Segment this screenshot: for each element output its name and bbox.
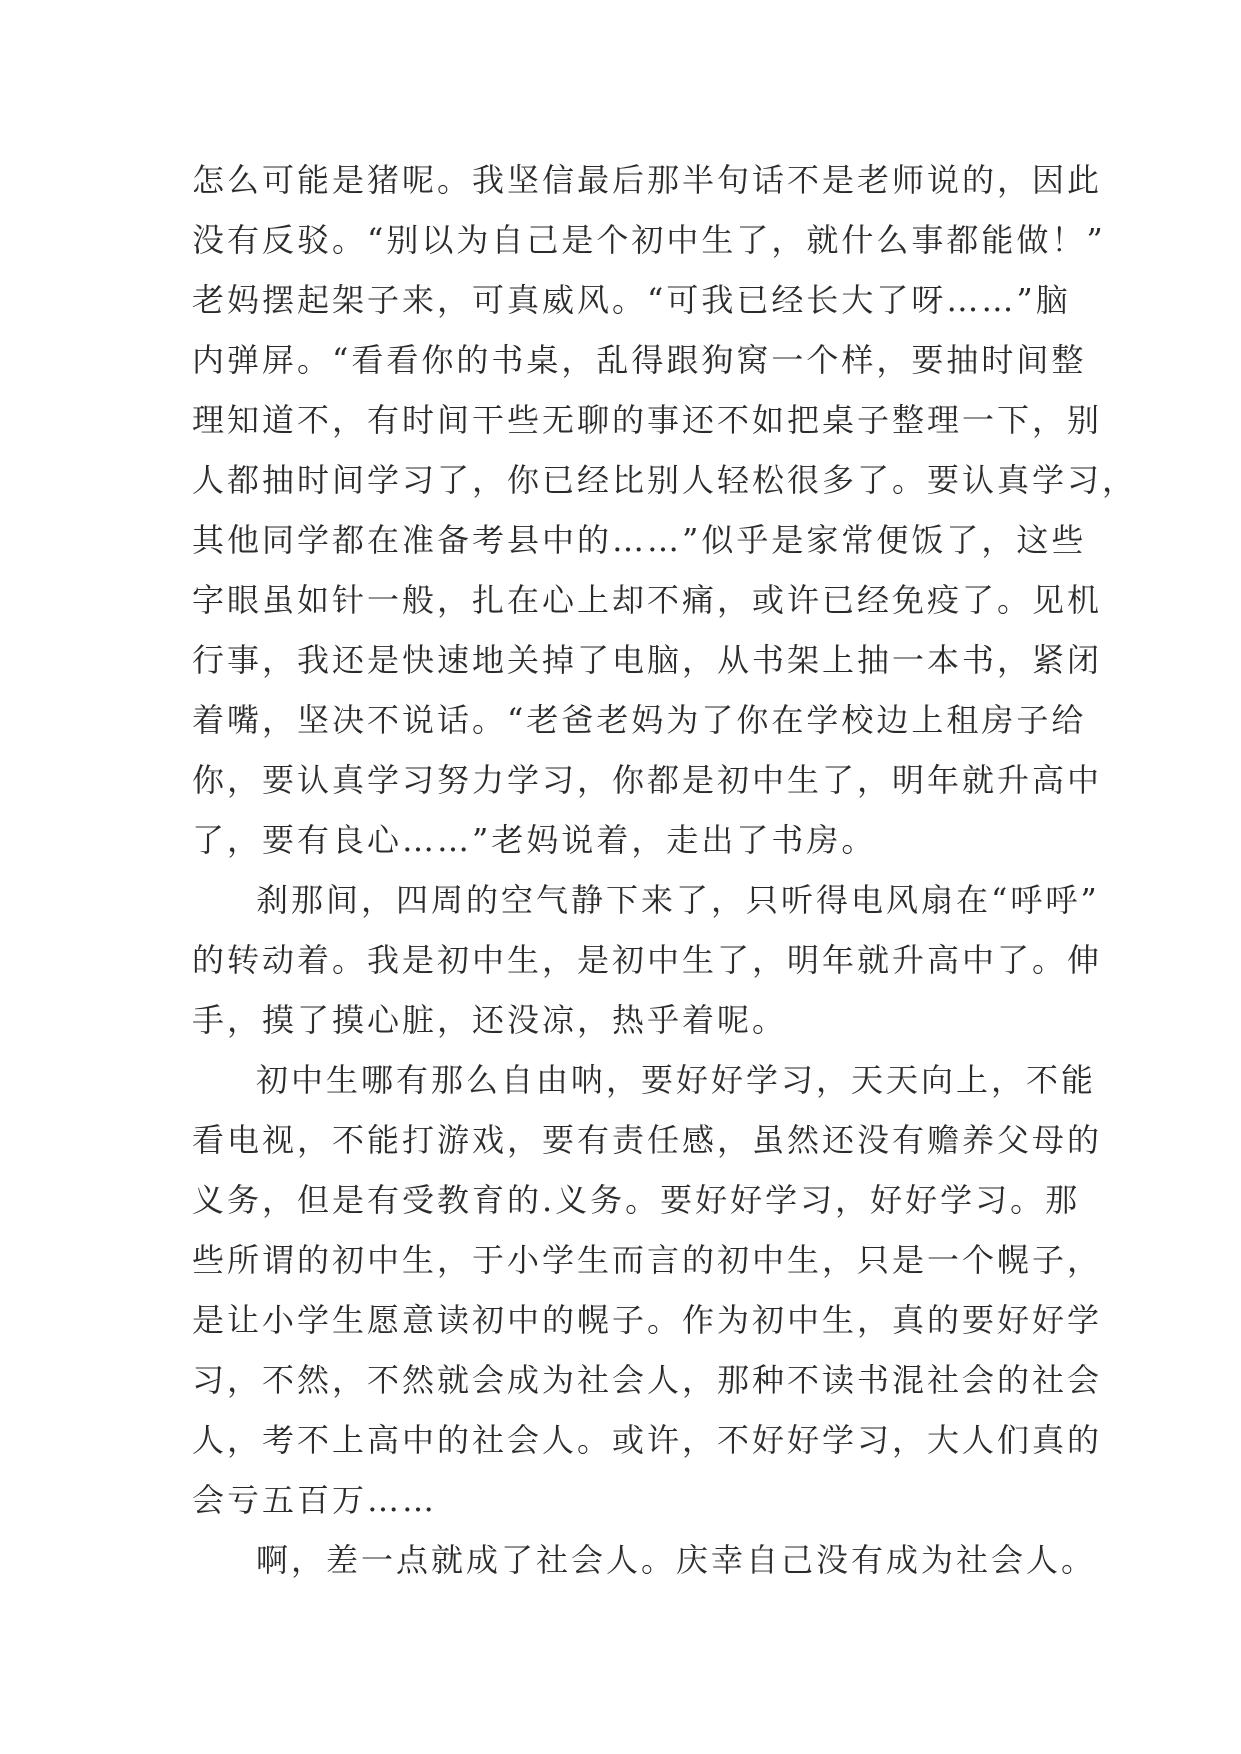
text-line: 行事，我还是快速地关掉了电脑，从书架上抽一本书，紧闭 [192, 641, 1103, 679]
paragraph-4 [192, 1530, 1097, 1590]
document-body [192, 150, 1138, 1590]
paragraph-2 [192, 870, 1103, 1050]
text-line: 着嘴，坚决不说话。“老爸老妈为了你在学校边上租房子给 [192, 701, 1087, 739]
text-line: 些所谓的初中生，于小学生而言的初中生，只是一个幌子， [192, 1241, 1103, 1279]
text-line: 习，不然，不然就会成为社会人，那种不读书混社会的社会 [192, 1361, 1103, 1399]
text-line: 是让小学生愿意读初中的幌子。作为初中生，真的要好好学 [192, 1301, 1103, 1339]
text-line: 其他同学都在准备考县中的……”似乎是家常便饭了，这些 [192, 521, 1087, 559]
text-line: 你，要认真学习努力学习，你都是初中生了，明年就升高中 [192, 761, 1103, 799]
text-line: 老妈摆起架子来，可真威风。“可我已经长大了呀……”脑 [192, 281, 1071, 319]
text-line: 内弹屏。“看看你的书桌，乱得跟狗窝一个样，要抽时间整 [192, 341, 1087, 379]
paragraph-3 [192, 1050, 1103, 1530]
text-line: 怎么可能是猪呢。我坚信最后那半句话不是老师说的，因此 [192, 161, 1103, 199]
text-line-first: 啊，差一点就成了社会人。庆幸自己没有成为社会人。 [256, 1541, 1097, 1579]
text-line: 手，摸了摸心脏，还没凉，热乎着呢。 [192, 1001, 788, 1039]
text-line: 人，考不上高中的社会人。或许，不好好学习，大人们真的 [192, 1421, 1103, 1459]
text-line: 没有反驳。“别以为自己是个初中生了，就什么事都能做！” [192, 221, 1106, 259]
text-line: 的转动着。我是初中生，是初中生了，明年就升高中了。伸 [192, 941, 1103, 979]
text-line-first: 初中生哪有那么自由呐，要好好学习，天天向上，不能 [256, 1061, 1097, 1099]
text-line: 看电视，不能打游戏，要有责任感，虽然还没有赡养父母的 [192, 1121, 1103, 1159]
text-line-first: 刹那间，四周的空气静下来了，只听得电风扇在“呼呼” [256, 881, 1100, 919]
text-line: 字眼虽如针一般，扎在心上却不痛，或许已经免疫了。见机 [192, 581, 1103, 619]
text-line: 会亏五百万…… [192, 1481, 438, 1519]
text-line: 了，要有良心……”老妈说着，走出了书房。 [192, 821, 877, 859]
text-line: 人都抽时间学习了，你已经比别人轻松很多了。要认真学习， [192, 461, 1138, 499]
text-line: 理知道不，有时间干些无聊的事还不如把桌子整理一下，别 [192, 401, 1103, 439]
text-line: 义务，但是有受教育的.义务。要好好学习，好好学习。那 [192, 1181, 1081, 1219]
paragraph-1 [192, 150, 1138, 870]
